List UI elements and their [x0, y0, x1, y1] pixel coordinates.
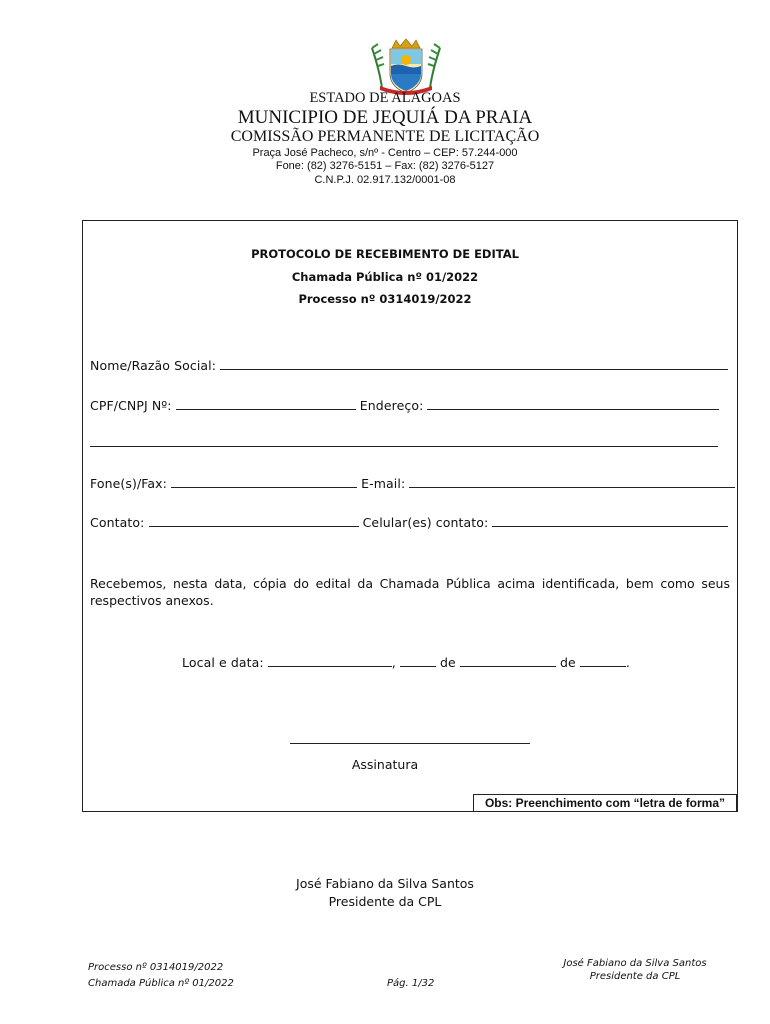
- form-subtitle-process: Processo nº 0314019/2022: [298, 292, 472, 306]
- cpf-row: [90, 398, 719, 413]
- name-label: Nome/Razão Social:: [90, 358, 217, 373]
- municipal-crest-icon: [370, 38, 442, 96]
- email-field[interactable]: [409, 477, 735, 488]
- address-field[interactable]: [427, 399, 719, 410]
- period-text: .: [625, 655, 630, 670]
- phone-line: Fone: (82) 3276-5151 – Fax: (82) 3276-5127: [275, 160, 495, 172]
- footer-call: Chamada Pública nº 01/2022: [88, 978, 234, 989]
- local-date-label: Local e data:: [182, 655, 264, 670]
- address-line: Praça José Pacheco, s/nº - Centro – CEP: 57.244-000: [252, 147, 518, 159]
- contact-label: Contato:: [90, 515, 145, 530]
- cnpj-line: C.N.P.J. 02.917.132/0001-08: [314, 174, 456, 186]
- month-field[interactable]: [460, 656, 556, 667]
- email-label: E-mail:: [361, 476, 406, 491]
- phone-field[interactable]: [171, 477, 357, 488]
- footer-signatory-name: José Fabiano da Silva Santos: [563, 958, 707, 969]
- mobile-label: Celular(es) contato:: [362, 515, 489, 530]
- cpf-label: CPF/CNPJ Nº:: [90, 398, 172, 413]
- signature-label: Assinatura: [351, 757, 419, 772]
- state-name: ESTADO DE ALAGOAS: [309, 90, 461, 106]
- footer-process: Processo nº 0314019/2022: [88, 962, 224, 973]
- receipt-statement: Recebemos, nesta data, cópia do edital da Chamada Pública acima identificada, bem como seus respectivos anexos.: [90, 576, 730, 608]
- phone-row: [90, 476, 735, 491]
- form-title: PROTOCOLO DE RECEBIMENTO DE EDITAL: [251, 247, 519, 261]
- contact-field[interactable]: [149, 516, 359, 527]
- day-field[interactable]: [400, 656, 436, 667]
- local-field[interactable]: [268, 656, 392, 667]
- address-continuation-field[interactable]: [90, 446, 718, 447]
- signature-field[interactable]: [290, 743, 530, 744]
- commission-name: COMISSÃO PERMANENTE DE LICITAÇÃO: [230, 128, 540, 145]
- de-text-1: de: [440, 655, 456, 670]
- cpf-field[interactable]: [176, 399, 356, 410]
- signatory-name: José Fabiano da Silva Santos: [296, 876, 474, 891]
- de-text-2: de: [560, 655, 576, 670]
- local-date-row: [182, 655, 630, 670]
- signatory-role: Presidente da CPL: [328, 894, 442, 909]
- comma-text: ,: [391, 655, 396, 670]
- footer-signatory-role: Presidente da CPL: [589, 971, 681, 982]
- name-row: [90, 358, 728, 373]
- contact-row: [90, 515, 728, 530]
- form-subtitle-call: Chamada Pública nº 01/2022: [291, 270, 479, 284]
- footer-page-number: Pág. 1/32: [387, 978, 435, 989]
- municipality-name: MUNICIPIO DE JEQUIÁ DA PRAIA: [237, 107, 533, 128]
- phone-label: Fone(s)/Fax:: [90, 476, 167, 491]
- name-field[interactable]: [220, 359, 728, 370]
- address-label: Endereço:: [359, 398, 424, 413]
- obs-note: Obs: Preenchimento com “letra de forma”: [473, 794, 737, 812]
- year-field[interactable]: [580, 656, 626, 667]
- mobile-field[interactable]: [492, 516, 728, 527]
